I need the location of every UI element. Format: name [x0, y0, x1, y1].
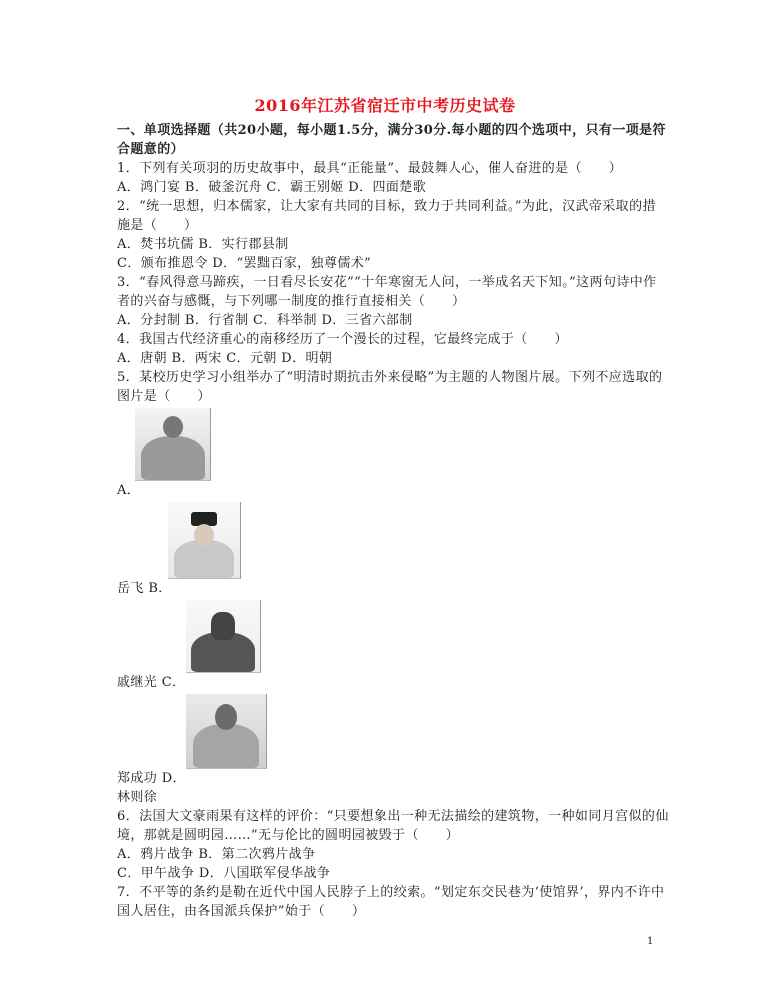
question-6-options-cd: C．甲午战争 D．八国联军侵华战争 [117, 866, 331, 881]
portrait-image-a [135, 408, 211, 481]
question-3-options: A．分封制 B．行省制 C．科举制 D．三省六部制 [117, 313, 413, 328]
question-4: 4．我国古代经济重心的南移经历了一个漫长的过程，它最终完成于（ ） [117, 332, 568, 347]
image-label-linzexu: 林则徐 [117, 790, 158, 805]
question-1: 1．下列有关项羽的历史故事中，最具“正能量”、最鼓舞人心，催人奋进的是（ ） [117, 161, 623, 176]
question-2: 2．“统一思想，归本儒家，让大家有共同的目标，致力于共同利益。”为此，汉武帝采取的措施是（ ） [117, 199, 656, 233]
question-6-options-ab: A．鸦片战争 B．第二次鸦片战争 [117, 847, 316, 862]
page-number: 1 [647, 936, 654, 947]
question-5: 5．某校历史学习小组举办了“明清时期抗击外来侵略”为主题的人物图片展。下列不应选取的图片是（ ） [117, 370, 663, 404]
portrait-image-yuefei [168, 502, 241, 579]
question-2-options-cd: C．颁布推恩令 D．“罢黜百家，独尊儒术” [117, 256, 372, 271]
question-7: 7．不平等的条约是勒在近代中国人民脖子上的绞索。“划定东交民巷为‘使馆界’，界内不许中国人居住，由各国派兵保护”始于（ ） [117, 885, 665, 919]
exam-title: 2016年江苏省宿迁市中考历史试卷 [254, 96, 516, 115]
exam-body [117, 121, 669, 921]
question-3: 3．“春风得意马蹄疾，一日看尽长安花”“十年寒窗无人问，一举成名天下知。”这两句诗中作者的兴奋与感慨，与下列哪一制度的推行直接相关（ ） [117, 275, 657, 309]
question-2-options-ab: A．焚书坑儒 B．实行郡县制 [117, 237, 289, 252]
image-label-b: 岳飞 B． [117, 581, 172, 596]
question-4-options: A．唐朝 B．两宋 C．元朝 D．明朝 [117, 351, 333, 366]
portrait-image-qijiguang [186, 600, 261, 673]
question-1-options: A．鸿门宴 B．破釜沉舟 C．霸王别姬 D．四面楚歌 [117, 180, 427, 195]
image-label-c: 戚继光 C． [117, 675, 186, 690]
image-label-d: 郑成功 D． [117, 771, 186, 786]
image-label-a: A． [117, 483, 141, 498]
portrait-image-zhengchenggong [186, 694, 267, 769]
question-6: 6．法国大文豪雨果有这样的评价：“只要想象出一种无法描绘的建筑物，一种如同月宫似的仙境，那就是圆明园……”无与伦比的圆明园被毁于（ ） [117, 809, 669, 843]
section-heading: 一、单项选择题（共20小题，每小题1.5分，满分30分.每小题的四个选项中，只有一项是符合题意的） [117, 123, 666, 157]
